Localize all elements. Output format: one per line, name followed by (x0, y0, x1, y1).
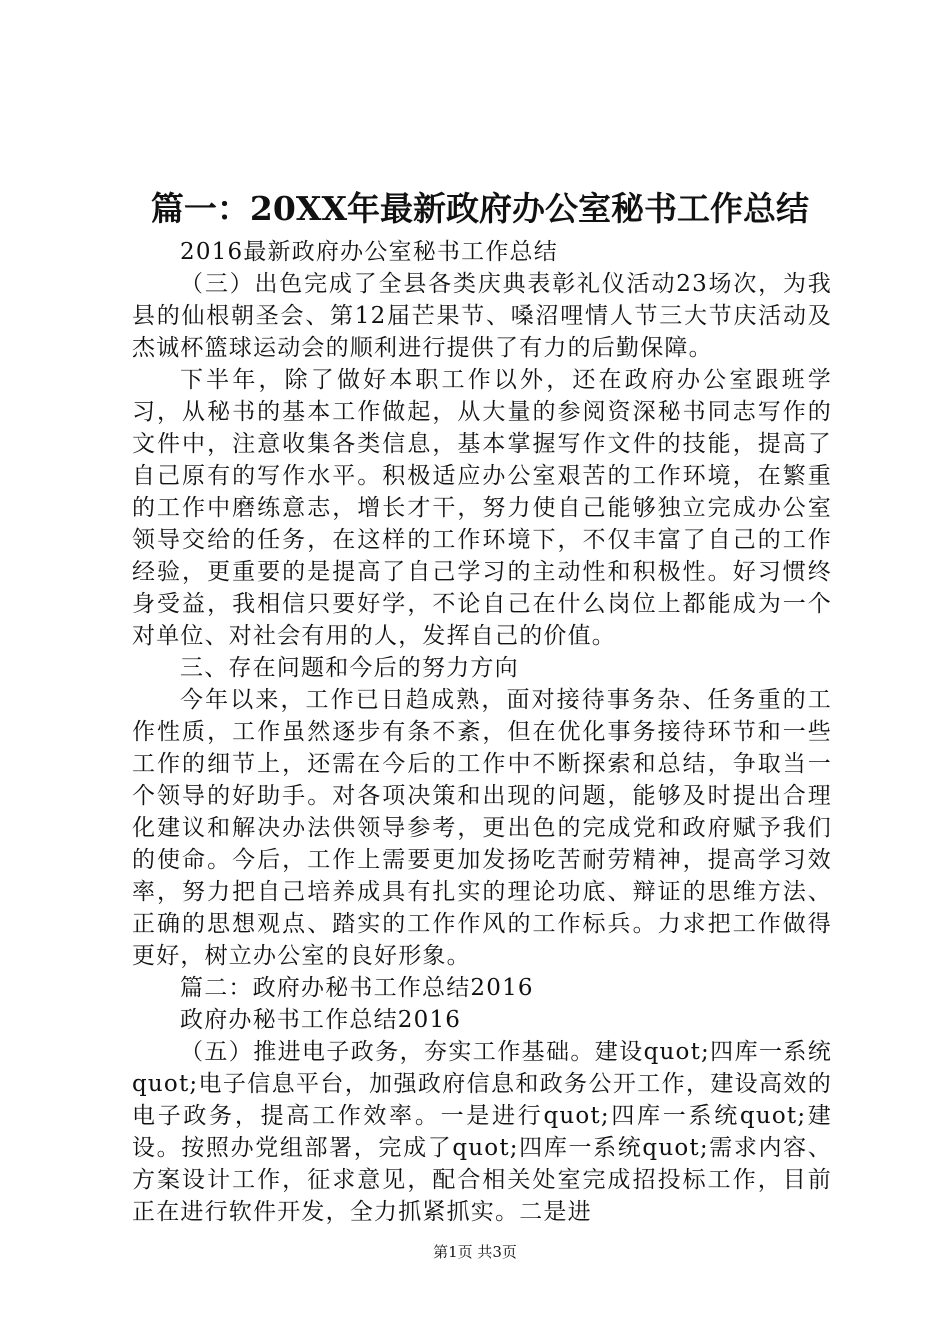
paragraph-e-government: （五）推进电子政务，夯实工作基础。建设quot;四库一系统quot;电子信息平台，加强政府信息和政务公开工作，建设高效的电子政务，提高工作效率。一是进行quot;四库一系统quot;建设。按照办党组部署，完成了quot;四库一系统quot;需求内容、方案设计工作，征求意见，配合相关处室完成招投标工作，目前正在进行软件开发，全力抓紧抓实。二是进 (132, 1039, 832, 1225)
page-number-footer: 第1页 共3页 (433, 1243, 517, 1261)
document-title: 篇一：20XX年最新政府办公室秘书工作总结 (150, 189, 810, 228)
paragraph-celebrations: （三）出色完成了全县各类庆典表彰礼仪活动23场次，为我县的仙根朝圣会、第12届芒果节、嗓沼哩情人节三大节庆活动及杰诚杯篮球运动会的顺利进行提供了有力的后勤保障。 (132, 271, 832, 361)
paragraph-subtitle: 2016最新政府办公室秘书工作总结 (180, 239, 558, 265)
document-body (132, 236, 832, 1228)
paragraph-this-year: 今年以来，工作已日趋成熟，面对接待事务杂、任务重的工作性质，工作虽然逐步有条不紊，但在优化事务接待环节和一些工作的细节上，还需在今后的工作中不断探索和总结，争取当一个领导的好助手。对各项决策和出现的问题，能够及时提出合理化建议和解决办法供领导参考，更出色的完成党和政府赋予我们的使命。今后，工作上需要更加发扬吃苦耐劳精神，提高学习效率，努力把自己培养成具有扎实的理论功底、辩证的思维方法、正确的思想观点、踏实的工作作风的工作标兵。力求把工作做得更好，树立办公室的良好形象。 (132, 687, 832, 969)
section-heading-part-two: 篇二：政府办秘书工作总结2016 (180, 975, 534, 1001)
section-heading-problems: 三、存在问题和今后的努力方向 (180, 655, 519, 681)
paragraph-part-two-title: 政府办秘书工作总结2016 (180, 1007, 462, 1033)
paragraph-second-half: 下半年，除了做好本职工作以外，还在政府办公室跟班学习，从秘书的基本工作做起，从大量的参阅资深秘书同志写作的文件中，注意收集各类信息，基本掌握写作文件的技能，提高了自己原有的写作水平。积极适应办公室艰苦的工作环境，在繁重的工作中磨练意志，增长才干，努力使自己能够独立完成办公室领导交给的任务，在这样的工作环境下，不仅丰富了自己的工作经验，更重要的是提高了自己学习的主动性和积极性。好习惯终身受益，我相信只要好学，不论自己在什么岗位上都能成为一个对单位、对社会有用的人，发挥自己的价值。 (132, 367, 832, 649)
